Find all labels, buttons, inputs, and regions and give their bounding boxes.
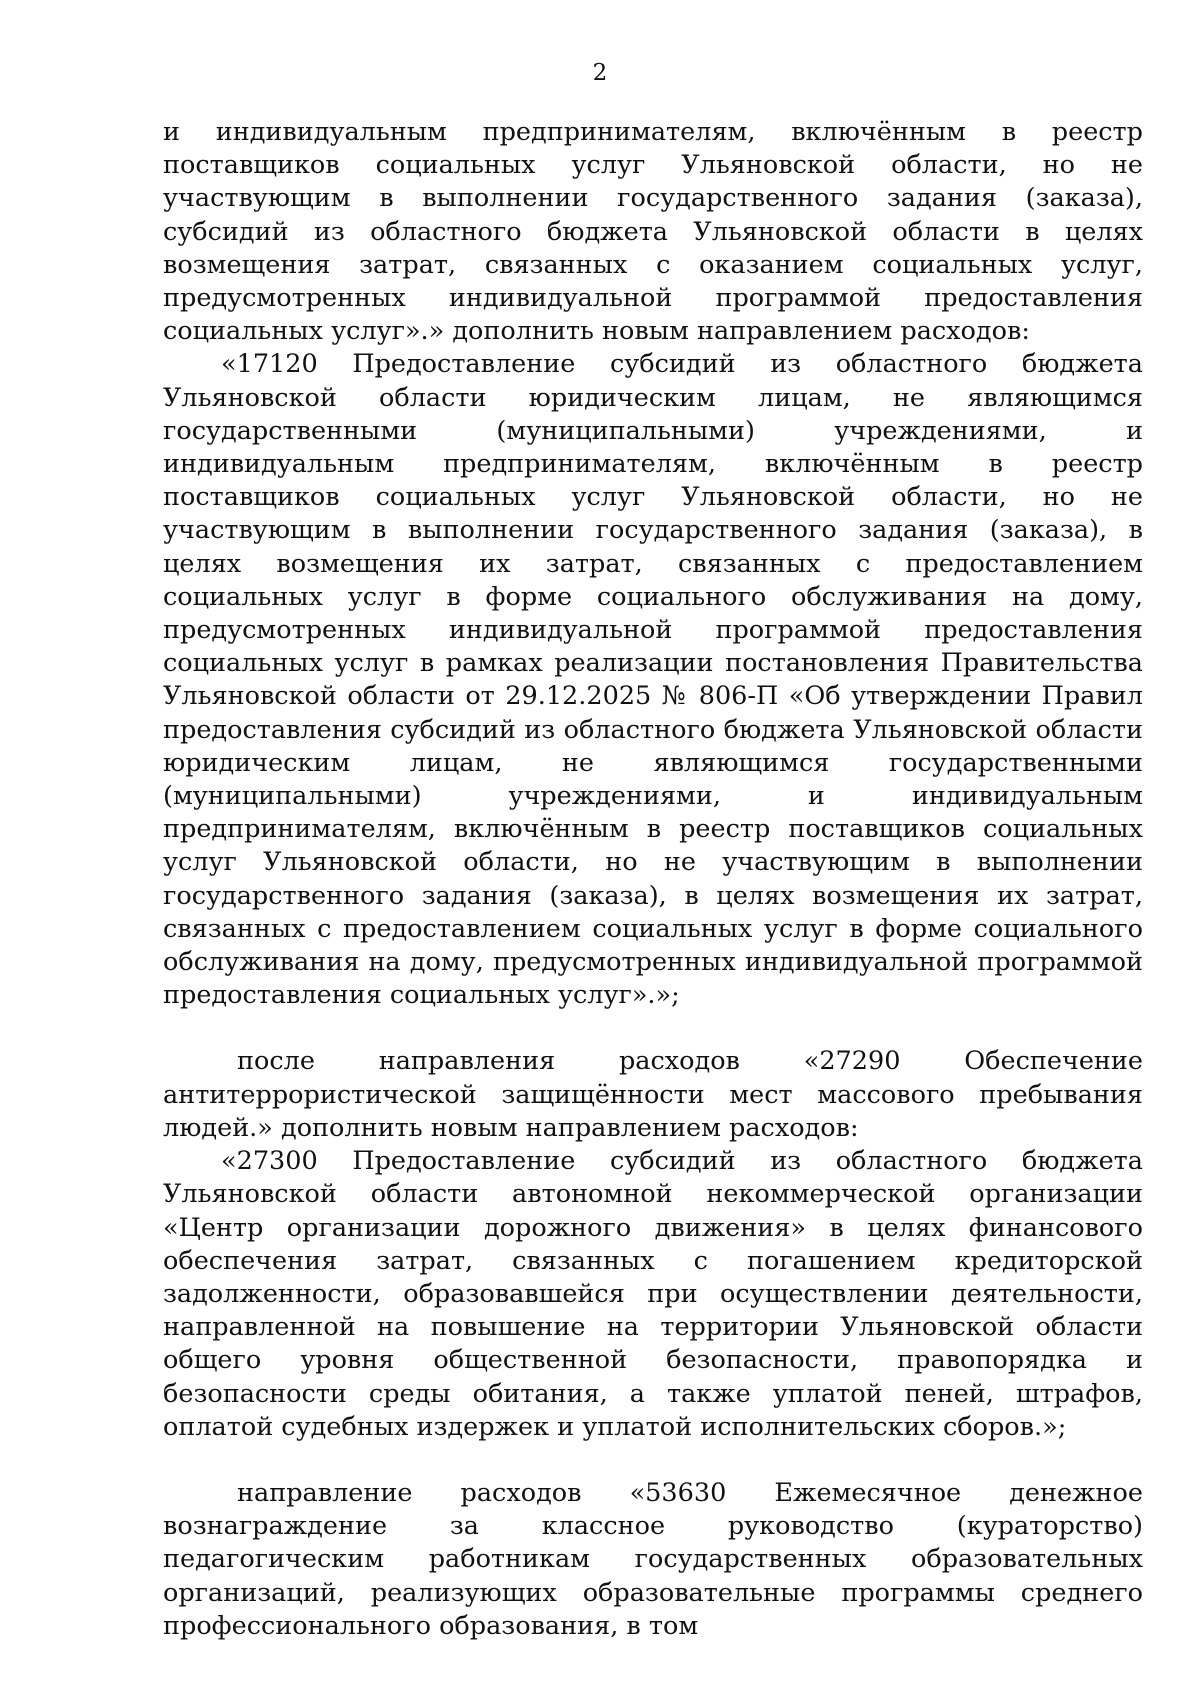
document-body — [163, 116, 1143, 1643]
paragraph-after-27290: после направления расходов «27290 Обеспечение антитеррористической защищённости мест массового пребывания людей.» дополнить новым направлением расходов: — [163, 1046, 1143, 1143]
paragraph-17120: «17120 Предоставление субсидий из областного бюджета Ульяновской области юридическим лицам, не являющимся государственными (муниципальными) учреждениями, и индивидуальным предпринимателям, включённым в реестр поставщиков социальных услуг Ульяновской области, но не участвующим в выполнении государственного задания (заказа), в целях возмещения их затрат, связанных с предоставлением социальных услуг в форме социального обслуживания на дому, предусмотренных индивидуальной программой предоставления социальных услуг в рамках реализации постановления Правительства Ульяновской области от 29.12.2025 № 806-П «Об утверждении Правил предоставления субсидий из областного бюджета Ульяновской области юридическим лицам, не являющимся государственными (муниципальными) учреждениями, и индивидуальным предпринимателям, включённым в реестр поставщиков социальных услуг Ульяновской области, но не участвующим в выполнении государственного задания (заказа), в целях возмещения их затрат, связанных с предоставлением социальных услуг в форме социального обслуживания на дому, предусмотренных индивидуальной программой предоставления социальных услуг».»; — [163, 349, 1143, 1011]
paragraph-27300: «27300 Предоставление субсидий из областного бюджета Ульяновской области автономной некоммерческой организации «Центр организации дорожного движения» в целях финансового обеспечения затрат, связанных с погашением кредиторской задолженности, образовавшейся при осуществлении деятельности, направленной на повышение на территории Ульяновской области общего уровня общественной безопасности, правопорядка и безопасности среды обитания, а также уплатой пеней, штрафов, оплатой судебных издержек и уплатой исполнительских сборов.»; — [163, 1146, 1143, 1442]
paragraph-continuation: и индивидуальным предпринимателям, включённым в реестр поставщиков социальных услуг Ульяновской области, но не участвующим в выполнении государственного задания (заказа), субсидий из областного бюджета Ульяновской области в целях возмещения затрат, связанных с оказанием социальных услуг, предусмотренных индивидуальной программой предоставления социальных услуг».» дополнить новым направлением расходов: — [163, 117, 1143, 347]
page-number: 2 — [592, 60, 608, 86]
paragraph-53630: направление расходов «53630 Ежемесячное денежное вознаграждение за классное руководство (кураторство) педагогическим работникам государственных образовательных организаций, реализующих образовательные программы среднего профессионального образования, в том — [163, 1477, 1143, 1641]
